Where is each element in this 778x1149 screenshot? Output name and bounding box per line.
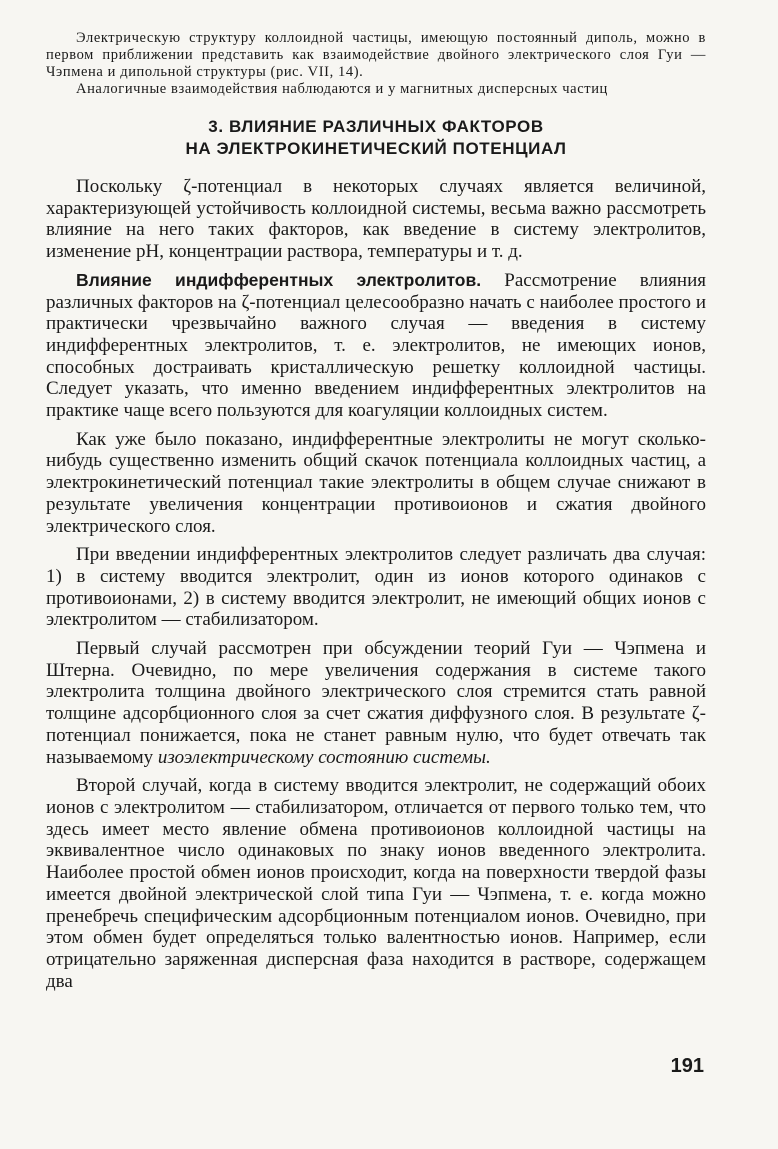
body-paragraph: При введении индифферентных электролитов следует различать два случая: 1) в систему вводится электролит, один из ионов которого одинаков с противоионами, 2) в систему вводится электролит, не имеющий общих ионов с электролитом — стабилизатором. [46, 544, 706, 631]
paragraph-text: Первый случай рассмотрен при обсуждении теорий Гуи — Чэпмена и Штерна. Очевидно, по мере увеличения содержания в системе такого электролита толщина двойного электрического слоя стремится стать равной толщине адсорбционного слоя за счет сжатия диффузного слоя. В результате ζ-потенциал понижается, пока не станет равным нулю, что будет отвечать так называемому [46, 638, 706, 768]
body-paragraph: Поскольку ζ-потенциал в некоторых случаях является величиной, характеризующей устойчивость коллоидной системы, весьма важно рассмотреть влияние на него таких факторов, как введение в систему электролитов, изменение pH, концентрации раствора, температуры и т. д. [46, 176, 706, 263]
section-heading [46, 116, 706, 160]
section-title-line: НА ЭЛЕКТРОКИНЕТИЧЕСКИЙ ПОТЕНЦИАЛ [185, 139, 567, 158]
section-title-line: 3. ВЛИЯНИЕ РАЗЛИЧНЫХ ФАКТОРОВ [208, 117, 544, 136]
page-number: 191 [670, 1055, 704, 1077]
note-paragraph: Аналогичные взаимодействия наблюдаются и у магнитных дисперсных частиц [76, 81, 608, 97]
body-paragraph: Как уже было показано, индифферентные электролиты не могут сколько-нибудь существенно изменить общий скачок потенциала коллоидных частиц, а электрокинетический потенциал такие электролиты в общем случае снижают в результате увеличения концентрации противоионов и сжатия двойного электрического слоя. [46, 428, 706, 537]
body-paragraph [46, 270, 706, 422]
note-paragraph: Электрическую структуру коллоидной частицы, имеющую постоянный диполь, можно в первом приближении представить как взаимодействие двойного электрического слоя Гуи — Чэпмена и дипольной структуры (рис. VII, 14). [46, 30, 706, 80]
body-paragraph: Второй случай, когда в систему вводится электролит, не содержащий обоих ионов с электролитом — стабилизатором, отличается от первого только тем, что здесь имеет место явление обмена противоионов коллоидной частицы на эквивалентное число одинаковых по знаку ионов введенного электролита. Наиболее простой обмен ионов происходит, когда на поверхности твердой фазы имеется двойной электрической слой типа Гуи — Чэпмена, т. е. когда можно пренебречь специфическим адсорбционным потенциалом ионов. Очевидно, при этом обмен будет определяться только валентностью ионов. Например, если отрицательно заряженная дисперсная фаза находится в растворе, содержащем два [46, 775, 706, 992]
page-content [46, 30, 706, 999]
italic-term: изоэлектрическому состоянию системы. [157, 746, 491, 768]
body-paragraph [46, 638, 706, 768]
paragraph-text: Рассмотрение влияния различных факторов на ζ-потенциал целесообразно начать с наиболее простого и практически чрезвычайно важного случая — введения в систему индифферентных электролитов, т. е. электролитов, не имеющих ионов, способных достраивать кристаллическую решетку коллоидной частицы. Следует указать, что именно введением индифферентных электролитов на практике чаще всего пользуются для коагуляции коллоидных систем. [46, 269, 706, 422]
paragraph-lead: Влияние индифферентных электролитов. [76, 269, 482, 290]
